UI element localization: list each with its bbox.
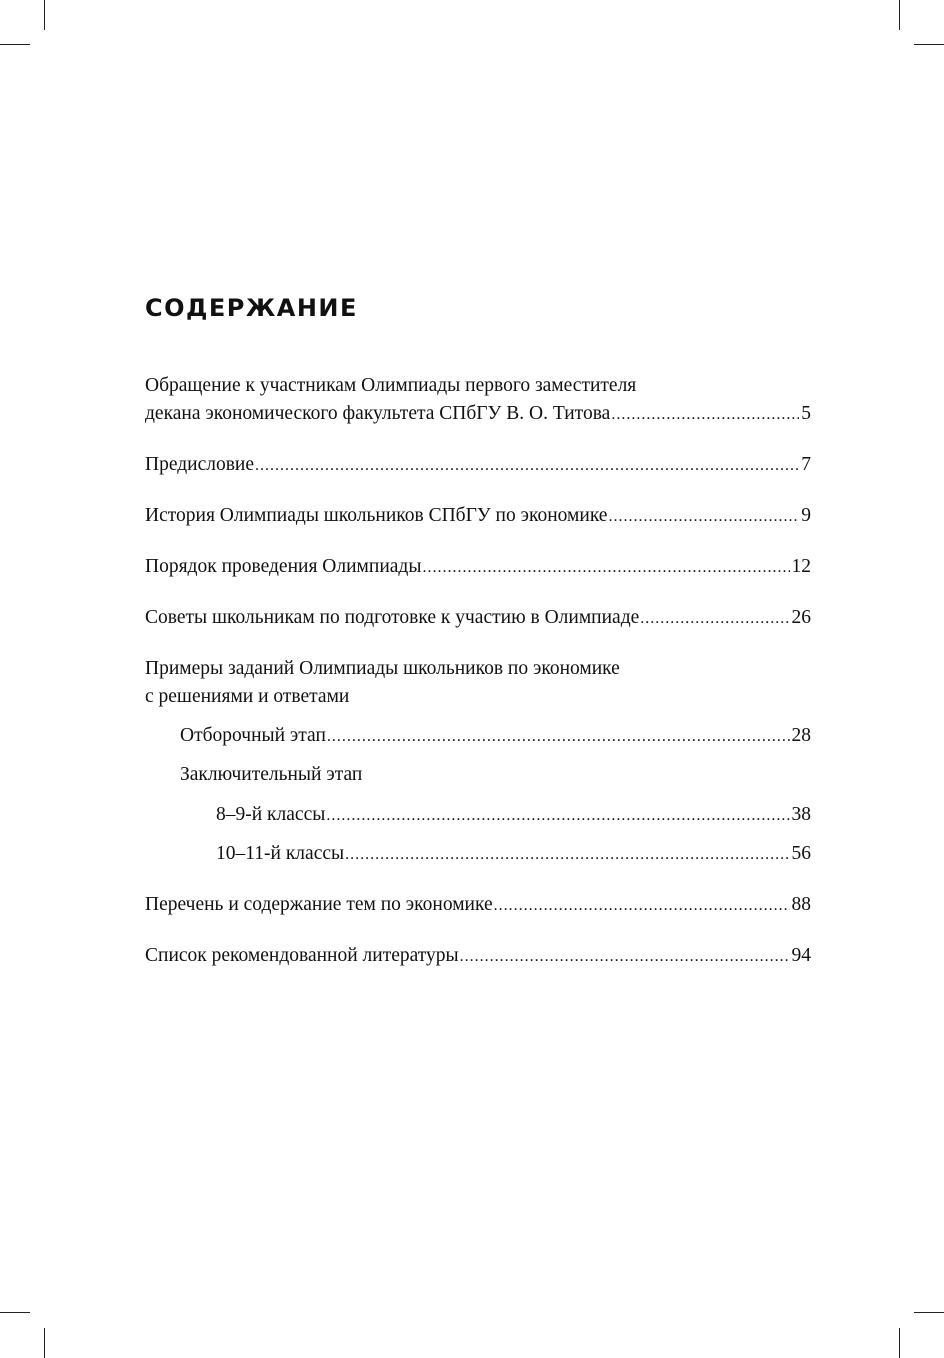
toc-entry[interactable] <box>145 553 811 582</box>
dot-leader <box>327 723 790 751</box>
toc-entry[interactable] <box>145 604 811 633</box>
toc-entry-title: Советы школьникам по подготовке к участию в Олимпиаде <box>145 607 640 628</box>
toc-line <box>180 722 811 751</box>
toc-entry[interactable] <box>180 722 811 751</box>
dot-leader <box>608 503 799 531</box>
crop-mark <box>44 1328 45 1358</box>
crop-mark <box>899 1328 900 1358</box>
toc-entry-title: с решениями и ответами <box>145 686 350 707</box>
dot-leader <box>422 554 789 582</box>
toc-entry-title: Перечень и содержание тем по экономике <box>145 894 493 915</box>
toc-entry[interactable] <box>216 801 811 830</box>
toc-line <box>145 400 811 429</box>
toc-page-number: 56 <box>791 843 811 864</box>
toc-line <box>145 451 811 480</box>
toc-line <box>145 502 811 531</box>
dot-leader <box>611 401 799 429</box>
toc-entry-title: Отборочный этап <box>180 725 326 746</box>
toc-line <box>145 942 811 971</box>
dot-leader <box>255 452 799 480</box>
toc-entry-title: Заключительный этап <box>180 764 363 785</box>
toc-entry-title: Список рекомендованной литературы <box>145 945 459 966</box>
toc-entry-title: 8–9-й классы <box>216 804 326 825</box>
toc-page-number: 94 <box>791 945 811 966</box>
toc-entry[interactable] <box>145 372 811 429</box>
toc-line <box>145 655 811 683</box>
toc-page-number: 28 <box>791 725 811 746</box>
crop-mark <box>899 0 900 30</box>
toc-section-heading <box>145 655 811 711</box>
dot-leader <box>460 943 790 971</box>
toc-subsection-heading <box>180 761 811 789</box>
toc-entry-title: Обращение к участникам Олимпиады первого заместителя <box>145 375 637 396</box>
page-title: СОДЕРЖАНИЕ <box>145 294 358 322</box>
toc-entry[interactable] <box>216 840 811 869</box>
toc-line <box>216 840 811 869</box>
crop-mark <box>44 0 45 30</box>
toc-entry[interactable] <box>145 502 811 531</box>
toc-page-number: 7 <box>801 454 811 475</box>
toc-page-number: 9 <box>801 505 811 526</box>
toc-page-number: 5 <box>801 403 811 424</box>
toc-line <box>145 604 811 633</box>
toc-page-number: 12 <box>791 556 811 577</box>
toc-entry-title: декана экономического факультета СПбГУ В. О. Титова <box>145 403 611 424</box>
toc-page-number: 38 <box>791 804 811 825</box>
toc-line <box>145 553 811 582</box>
toc-page-number: 26 <box>791 607 811 628</box>
toc-line <box>145 683 811 711</box>
toc-entry-title: Порядок проведения Олимпиады <box>145 556 422 577</box>
toc-entry[interactable] <box>145 451 811 480</box>
dot-leader <box>494 892 790 920</box>
crop-mark <box>0 1312 30 1313</box>
dot-leader <box>345 841 789 869</box>
crop-mark <box>914 1312 944 1313</box>
toc-line <box>216 801 811 830</box>
toc-entry[interactable] <box>145 891 811 920</box>
toc-entry[interactable] <box>145 942 811 971</box>
toc-line <box>145 372 811 400</box>
dot-leader <box>326 802 789 830</box>
toc-entry-title: 10–11-й классы <box>216 843 345 864</box>
toc-line <box>180 761 811 789</box>
dot-leader <box>640 605 789 633</box>
toc-entry-title: Примеры заданий Олимпиады школьников по экономике <box>145 658 620 679</box>
toc-page-number: 88 <box>791 894 811 915</box>
toc-entry-title: Предисловие <box>145 454 255 475</box>
crop-mark <box>914 44 944 45</box>
crop-mark <box>0 44 30 45</box>
toc-entry-title: История Олимпиады школьников СПбГУ по экономике <box>145 505 608 526</box>
toc-line <box>145 891 811 920</box>
